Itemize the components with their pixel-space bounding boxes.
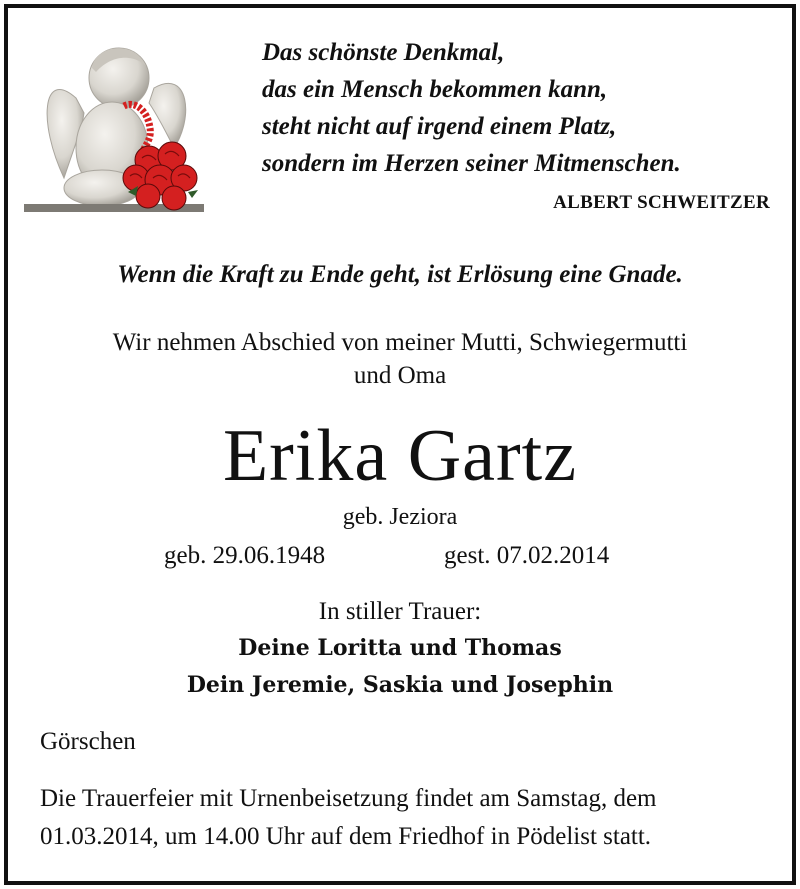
birth-date: geb. 29.06.1948 bbox=[164, 542, 326, 569]
intro-text bbox=[8, 326, 792, 392]
mourners-heading: In stiller Trauer: bbox=[318, 598, 482, 625]
mourners-line: Dein Jeremie, Saskia und Josephin bbox=[186, 672, 614, 698]
mourners-line: Deine Loritta und Thomas bbox=[238, 635, 562, 661]
intro-line: Wir nehmen Abschied von meiner Mutti, Schwiegermutti bbox=[112, 329, 688, 356]
poem-line: Das schönste Denkmal, bbox=[262, 39, 505, 66]
maiden-name: geb. Jeziora bbox=[342, 504, 458, 530]
poem-line: steht nicht auf irgend einem Platz, bbox=[262, 113, 617, 140]
intro-line: und Oma bbox=[353, 362, 447, 389]
death-date: gest. 07.02.2014 bbox=[444, 542, 610, 569]
deceased-name: Erika Gartz bbox=[222, 415, 578, 497]
angel-with-roses-icon bbox=[24, 28, 210, 214]
obituary-notice bbox=[4, 4, 796, 885]
poem-line: das ein Mensch bekommen kann, bbox=[262, 76, 608, 103]
service-line: 01.03.2014, um 14.00 Uhr auf dem Friedhof in Pödelist statt. bbox=[40, 823, 652, 850]
place: Görschen bbox=[40, 728, 136, 755]
motto: Wenn die Kraft zu Ende geht, ist Erlösung eine Gnade. bbox=[117, 261, 683, 288]
poem-line: sondern im Herzen seiner Mitmenschen. bbox=[262, 150, 681, 177]
poem-author: ALBERT SCHWEITZER bbox=[553, 192, 770, 213]
service-info bbox=[40, 780, 780, 856]
service-line: Die Trauerfeier mit Urnenbeisetzung findet am Samstag, dem bbox=[40, 785, 657, 812]
poem bbox=[262, 34, 782, 182]
